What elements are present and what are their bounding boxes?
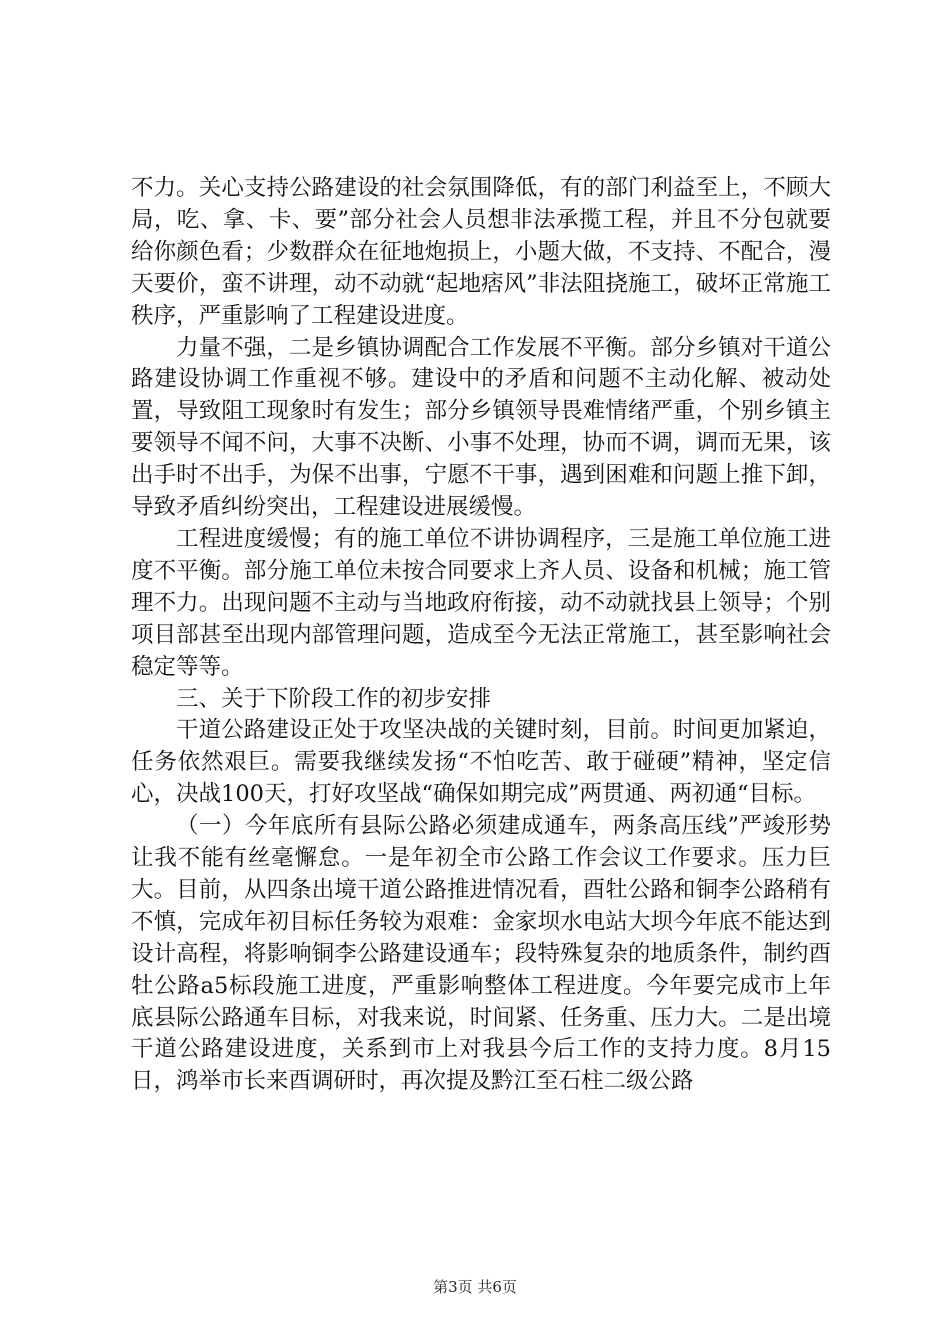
paragraph-2: 力量不强，二是乡镇协调配合工作发展不平衡。部分乡镇对干道公路建设协调工作重视不够。建设中的矛盾和问题不主动化解、被动处置，导致阻工现象时有发生；部分乡镇领导畏难情绪严重，个别乡镇主要领导不闻不问，大事不决断、小事不处理，协而不调，调而无果，该出手时不出手，为保不出事，宁愿不干事，遇到困难和问题上推下卸，导致矛盾纠纷突出，工程建设进展缓慢。 — [131, 334, 831, 521]
paragraph-5: （一）今年底所有县际公路必须建成通车，两条高压线”严竣形势让我不能有丝毫懈怠。一是年初全市公路工作会议工作要求。压力巨大。目前，从四条出境干道公路推进情况看，酉牡公路和铜李公路稍有不慎，完成年初目标任务较为艰难：金家坝水电站大坝今年底不能达到设计高程，将影响铜李公路建设通车；段特殊复杂的地质条件，制约酉牡公路a5标段施工进度，严重影响整体工程进度。今年要完成市上年底县际公路通车目标，对我来说，时间紧、任务重、压力大。二是出境干道公路建设进度，关系到市上对我县今后工作的支持力度。8月15日，鸿举市长来酉调研时，再次提及黔江至石柱二级公路 — [131, 813, 831, 1095]
page-footer: 第3页 共6页 — [433, 1278, 517, 1296]
section-heading: 三、关于下阶段工作的初步安排 — [176, 685, 492, 712]
paragraph-1: 不力。关心支持公路建设的社会氛围降低，有的部门利益至上，不顾大局，吃、拿、卡、要”部分社会人员想非法承揽工程，并且不分包就要给你颜色看；少数群众在征地炮损上，小题大做，不支持、不配合，漫天要价，蛮不讲理，动不动就“起地痞风”非法阻挠施工，破坏正常施工秩序，严重影响了工程建设进度。 — [131, 175, 831, 329]
paragraph-4: 干道公路建设正处于攻坚决战的关键时刻，目前。时间更加紧迫，任务依然艰巨。需要我继续发扬“不怕吃苦、敢于碰硬”精神，坚定信心，决战100天，打好攻坚战“确保如期完成”两贯通、两初通“目标。 — [131, 717, 831, 808]
paragraph-3: 工程进度缓慢；有的施工单位不讲协调程序，三是施工单位施工进度不平衡。部分施工单位未按合同要求上齐人员、设备和机械；施工管理不力。出现问题不主动与当地政府衔接，动不动就找县上领导；个别项目部甚至出现内部管理问题，造成至今无法正常施工，甚至影响社会稳定等等。 — [131, 525, 831, 680]
document-body — [131, 173, 831, 1098]
